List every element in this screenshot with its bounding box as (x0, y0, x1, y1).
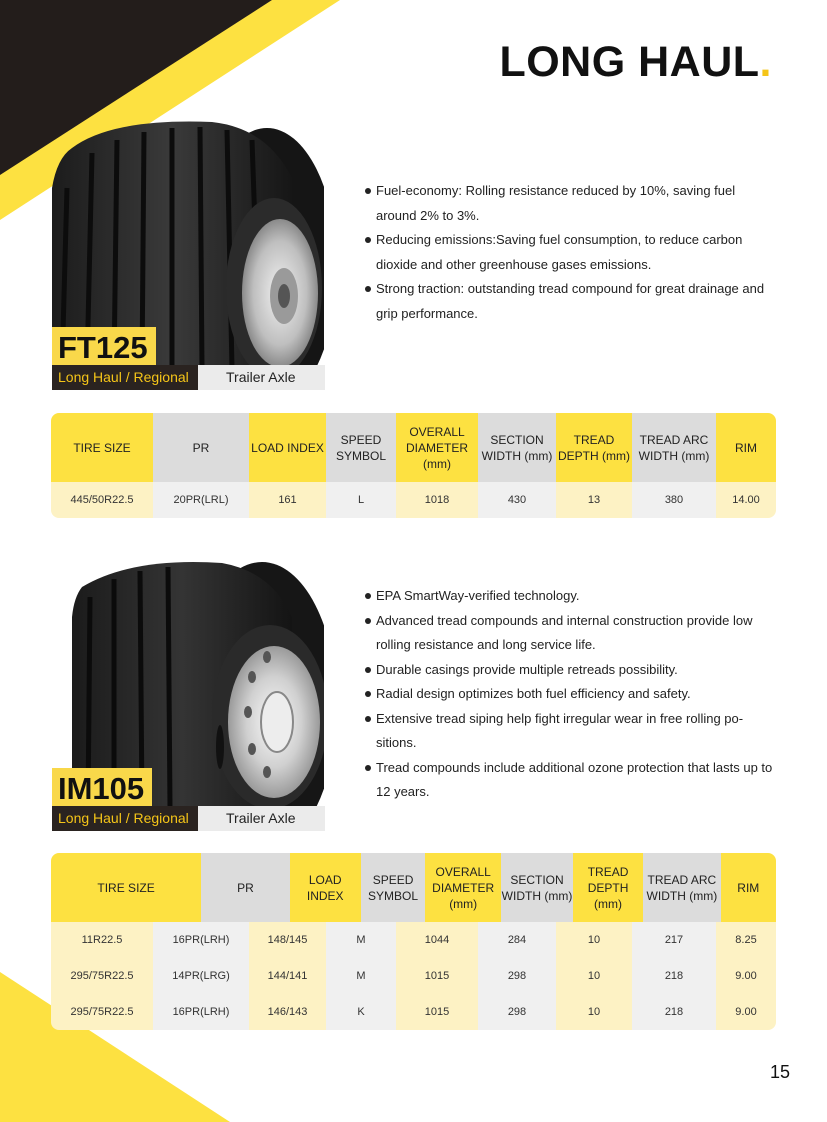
cell-tire-size: 11R22.5 (51, 922, 153, 958)
feature-item: Reducing emissions:Saving fuel consumption, to reduce carbon dioxide and other greenhouse gases emissions. (364, 228, 779, 277)
header-tread-depth: TREAD DEPTH (mm) (573, 853, 643, 922)
page-title: LONG HAUL. (499, 38, 772, 86)
cell-section-width: 284 (478, 922, 556, 958)
feature-item: Radial design optimizes both fuel efficiency and safety. (364, 682, 779, 707)
header-section-width: SECTION WIDTH (mm) (478, 413, 556, 482)
table-row (51, 958, 776, 994)
cell-pr: 16PR(LRH) (153, 994, 249, 1030)
header-pr: PR (201, 853, 290, 922)
cell-load-index: 146/143 (249, 994, 326, 1030)
ft125-tags (52, 365, 325, 390)
ft125-axle-tag: Trailer Axle (198, 365, 325, 390)
header-load-index: LOAD INDEX (290, 853, 361, 922)
im105-axle-tag: Trailer Axle (198, 806, 325, 831)
feature-item: EPA SmartWay-verified technology. (364, 584, 779, 609)
cell-tread-arc-width: 218 (632, 958, 716, 994)
feature-item: Fuel-economy: Rolling resistance reduced by 10%, saving fuel around 2% to 3%. (364, 179, 779, 228)
table-row (51, 994, 776, 1030)
cell-rim: 9.00 (716, 958, 776, 994)
im105-spec-table (51, 853, 776, 1030)
table-header-row (51, 413, 776, 482)
cell-overall-diameter: 1044 (396, 922, 478, 958)
header-overall-diameter: OVERALL DIAMETER (mm) (396, 413, 478, 482)
cell-tread-depth: 10 (556, 994, 632, 1030)
im105-tags (52, 806, 325, 831)
header-speed-symbol: SPEED SYMBOL (361, 853, 426, 922)
feature-item: Advanced tread compounds and internal construction provide low rolling resistance and long service life. (364, 609, 779, 658)
im105-feature-list (364, 584, 779, 805)
cell-tread-arc-width: 218 (632, 994, 716, 1030)
cell-tire-size: 445/50R22.5 (51, 482, 153, 518)
cell-speed-symbol: L (326, 482, 396, 518)
cell-pr: 14PR(LRG) (153, 958, 249, 994)
header-tire-size: TIRE SIZE (51, 853, 201, 922)
ft125-category-tag: Long Haul / Regional (52, 365, 198, 390)
cell-speed-symbol: K (326, 994, 396, 1030)
feature-item: Extensive tread siping help fight irregular wear in free rolling po- sitions. (364, 707, 779, 756)
ft125-feature-list (364, 179, 779, 326)
header-tread-depth: TREAD DEPTH (mm) (556, 413, 632, 482)
cell-rim: 14.00 (716, 482, 776, 518)
cell-rim: 8.25 (716, 922, 776, 958)
cell-tire-size: 295/75R22.5 (51, 994, 153, 1030)
cell-section-width: 298 (478, 994, 556, 1030)
cell-speed-symbol: M (326, 958, 396, 994)
cell-overall-diameter: 1018 (396, 482, 478, 518)
header-rim: RIM (716, 413, 776, 482)
header-section-width: SECTION WIDTH (mm) (501, 853, 573, 922)
im105-model-name: IM105 (52, 768, 152, 808)
cell-section-width: 298 (478, 958, 556, 994)
table-header-row (51, 853, 776, 922)
cell-tread-depth: 10 (556, 958, 632, 994)
header-load-index: LOAD INDEX (249, 413, 326, 482)
header-tread-arc-width: TREAD ARC WIDTH (mm) (632, 413, 716, 482)
cell-tread-arc-width: 217 (632, 922, 716, 958)
cell-load-index: 161 (249, 482, 326, 518)
page-number: 15 (769, 1062, 790, 1082)
header-speed-symbol: SPEED SYMBOL (326, 413, 396, 482)
header-pr: PR (153, 413, 249, 482)
cell-speed-symbol: M (326, 922, 396, 958)
cell-rim: 9.00 (716, 994, 776, 1030)
cell-tread-arc-width: 380 (632, 482, 716, 518)
feature-item: Tread compounds include additional ozone protection that lasts up to 12 years. (364, 756, 779, 805)
cell-load-index: 144/141 (249, 958, 326, 994)
header-tread-arc-width: TREAD ARC WIDTH (mm) (643, 853, 721, 922)
cell-overall-diameter: 1015 (396, 994, 478, 1030)
table-row (51, 482, 776, 518)
table-row (51, 922, 776, 958)
im105-category-tag: Long Haul / Regional (52, 806, 198, 831)
header-overall-diameter: OVERALL DIAMETER (mm) (425, 853, 501, 922)
cell-section-width: 430 (478, 482, 556, 518)
header-tire-size: TIRE SIZE (51, 413, 153, 482)
cell-tire-size: 295/75R22.5 (51, 958, 153, 994)
cell-pr: 16PR(LRH) (153, 922, 249, 958)
header-rim: RIM (721, 853, 776, 922)
feature-item: Strong traction: outstanding tread compound for great drainage and grip performance. (364, 277, 779, 326)
ft125-spec-table (51, 413, 776, 518)
ft125-model-name: FT125 (52, 327, 156, 367)
cell-tread-depth: 10 (556, 922, 632, 958)
cell-pr: 20PR(LRL) (153, 482, 249, 518)
cell-load-index: 148/145 (249, 922, 326, 958)
title-dot: . (759, 38, 772, 86)
cell-overall-diameter: 1015 (396, 958, 478, 994)
cell-tread-depth: 13 (556, 482, 632, 518)
feature-item: Durable casings provide multiple retreads possibility. (364, 658, 779, 683)
